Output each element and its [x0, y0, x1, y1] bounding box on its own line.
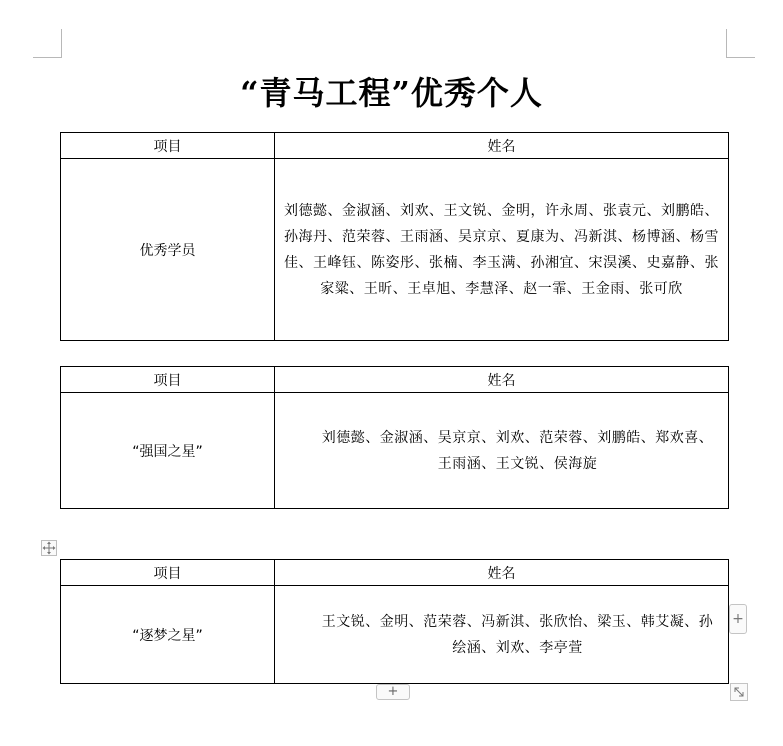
table-header-row — [61, 367, 729, 393]
header-cell-item: 项目 — [61, 560, 275, 586]
category-cell: 优秀学员 — [61, 159, 275, 341]
table-header-row — [61, 560, 729, 586]
document-title: “青马工程”优秀个人 — [240, 74, 543, 112]
plus-icon: + — [732, 611, 744, 627]
header-cell-name: 姓名 — [275, 367, 729, 393]
resize-diagonal-icon — [731, 684, 747, 700]
header-cell-item: 项目 — [61, 367, 275, 393]
names-cell: 刘德懿、金淑涵、吴京京、刘欢、范荣蓉、刘鹏皓、郑欢喜、王雨涵、王文锐、侯海旋 — [275, 393, 729, 509]
table-row — [61, 586, 729, 684]
page-corner-mark-top-right — [726, 29, 755, 58]
category-cell: “强国之星” — [61, 393, 275, 509]
table-header-row — [61, 133, 729, 159]
award-table-outstanding-students — [60, 132, 729, 341]
category-cell: “逐梦之星” — [61, 586, 275, 684]
move-arrows-icon — [42, 541, 56, 555]
award-table-strong-nation-star — [60, 366, 729, 509]
table-move-handle[interactable] — [41, 540, 57, 556]
header-cell-name: 姓名 — [275, 133, 729, 159]
plus-icon: + — [387, 684, 399, 699]
add-row-button[interactable] — [376, 684, 410, 700]
names-cell: 刘德懿、金淑涵、刘欢、王文锐、金明，许永周、张袁元、刘鹏皓、孙海丹、范荣蓉、王雨涵、吴京京、夏康为、冯新淇、杨博涵、杨雪佳、王峰钰、陈姿彤、张楠、李玉满、孙湘宜、宋淏溪、史嘉静、张家粱、王昕、王卓旭、李慧泽、赵一霏、王金雨、张可欣 — [275, 159, 729, 341]
header-cell-item: 项目 — [61, 133, 275, 159]
table-resize-handle[interactable] — [730, 683, 748, 701]
page-corner-mark-top-left — [33, 29, 62, 58]
names-cell: 王文锐、金明、范荣蓉、冯新淇、张欣怡、梁玉、韩艾凝、孙绘涵、刘欢、李亭萱 — [275, 586, 729, 684]
table-row — [61, 159, 729, 341]
add-column-button[interactable] — [729, 604, 747, 634]
table-row — [61, 393, 729, 509]
award-table-dream-star — [60, 559, 729, 684]
header-cell-name: 姓名 — [275, 560, 729, 586]
